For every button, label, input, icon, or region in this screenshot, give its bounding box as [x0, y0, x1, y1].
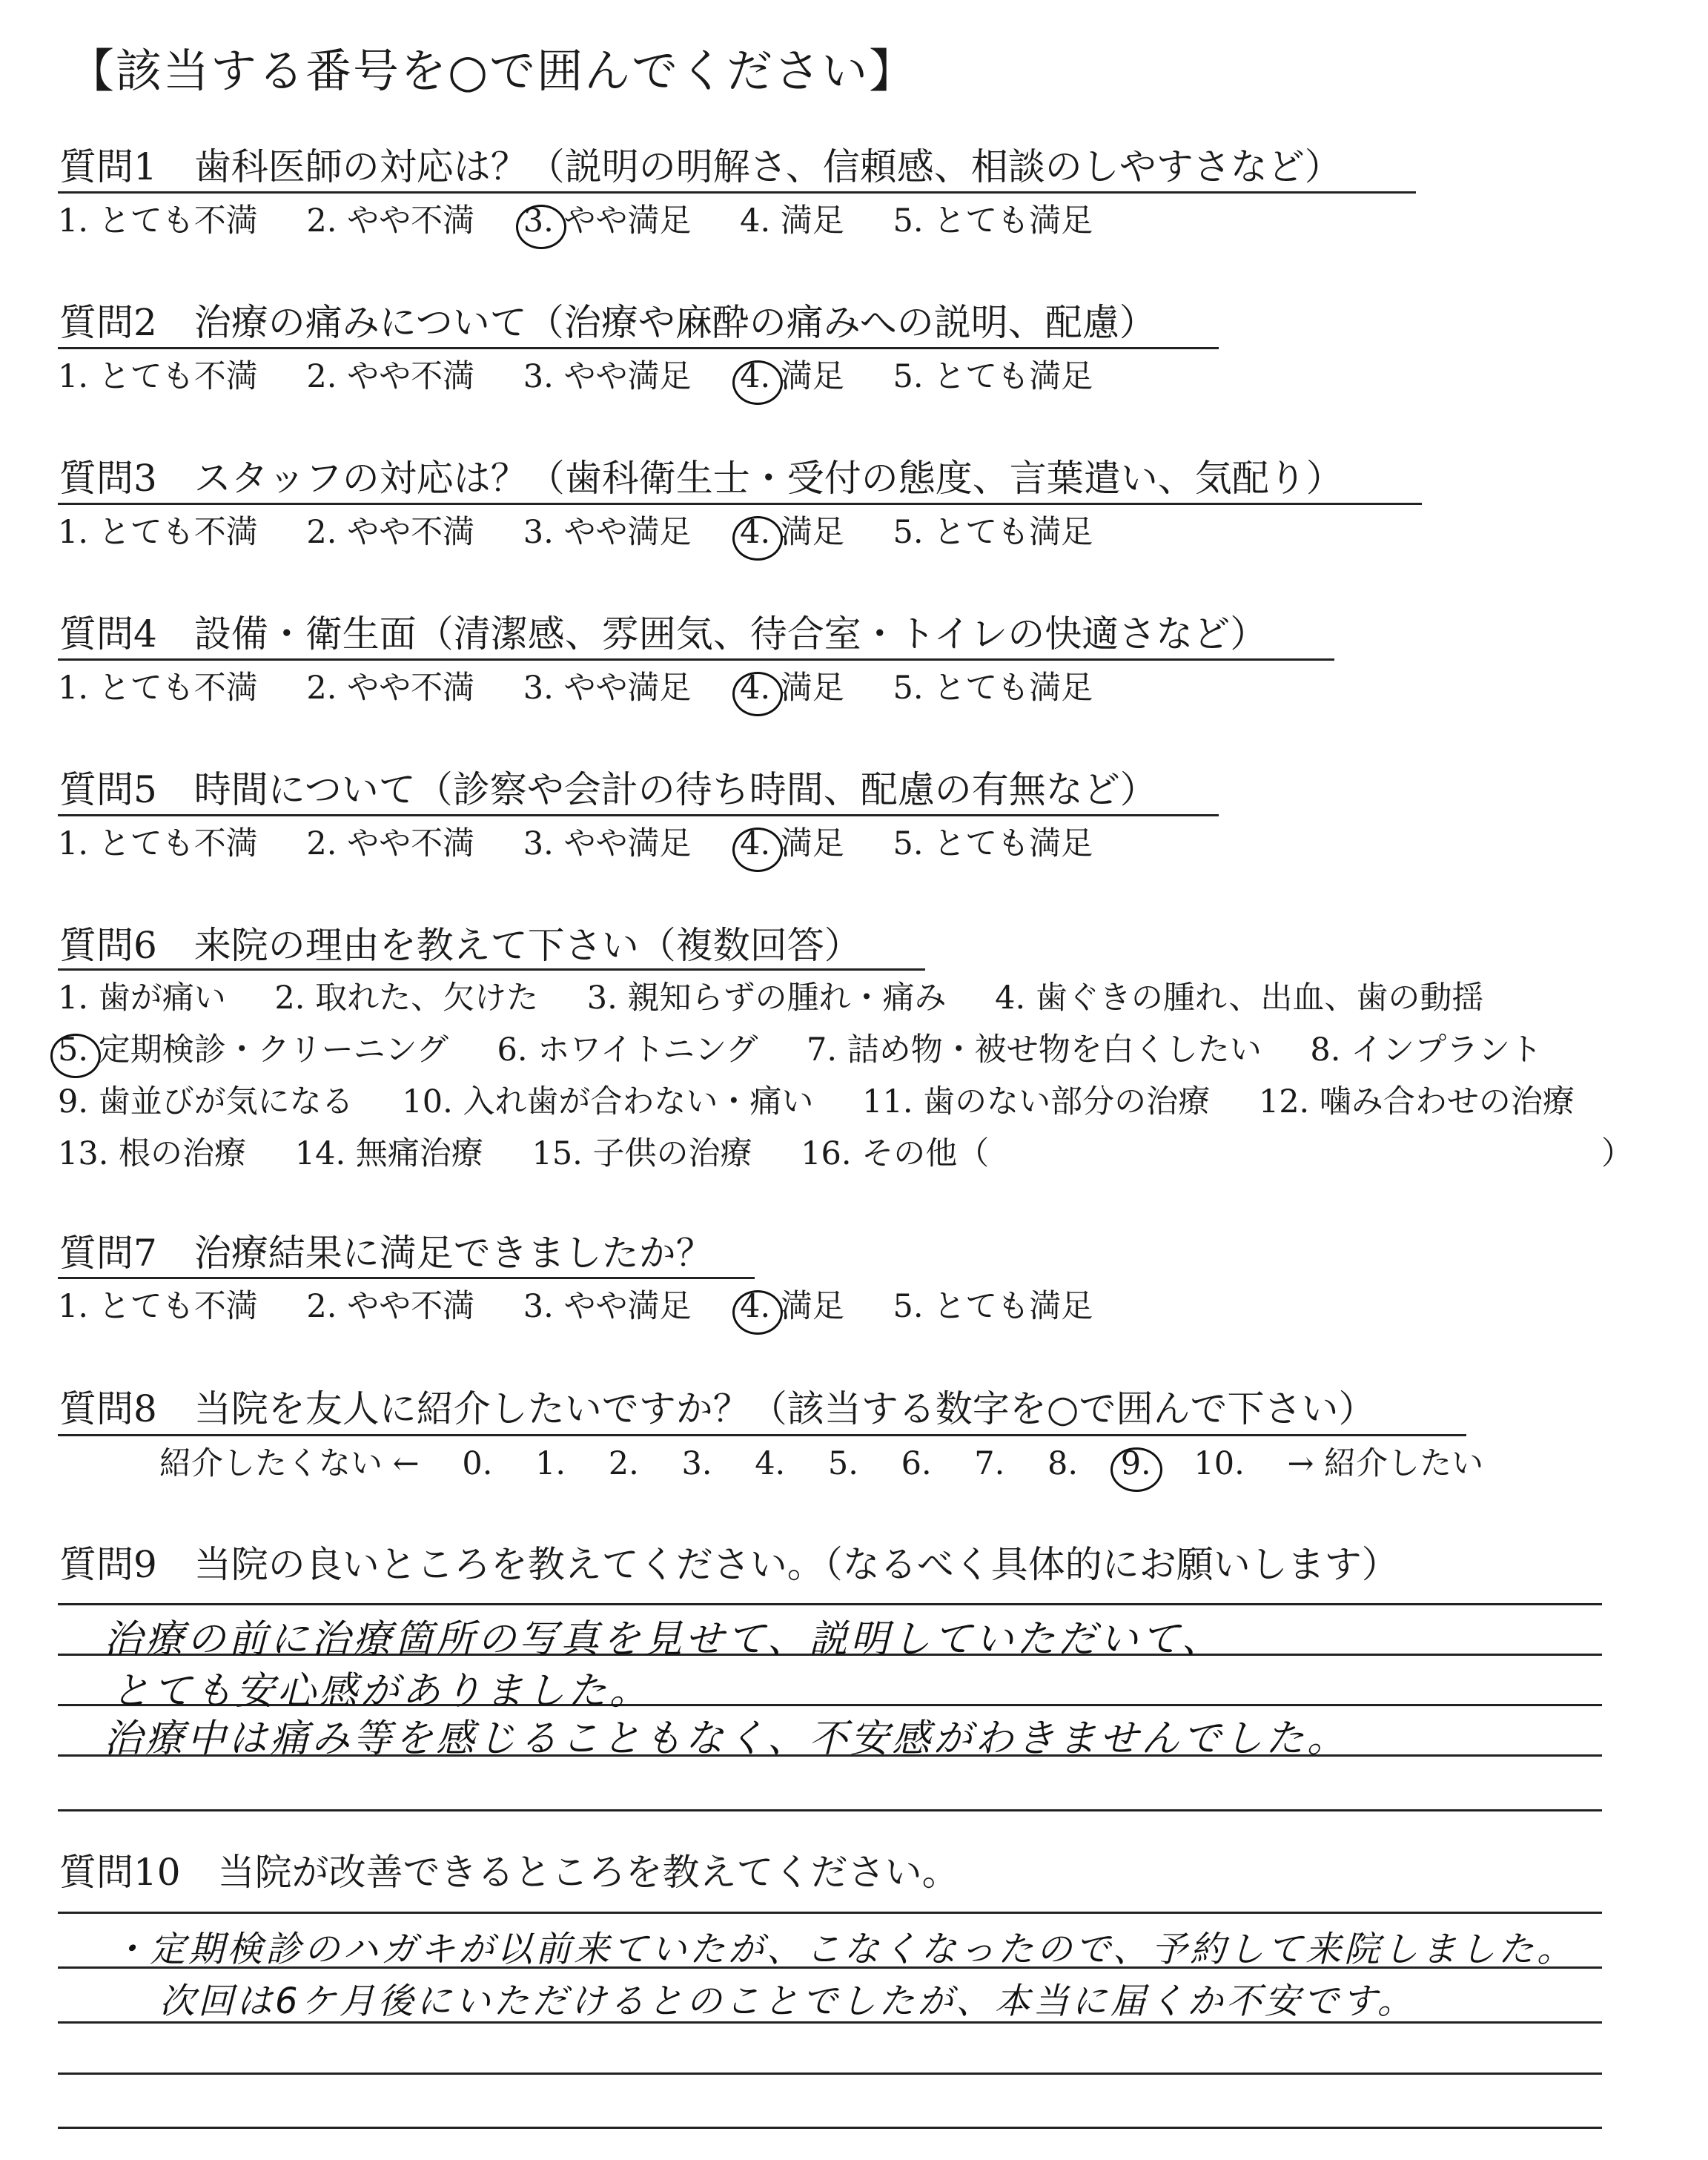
option-1[interactable]: 1. とても不満 — [58, 670, 258, 707]
option-2[interactable]: 2. やや不満 — [306, 825, 475, 862]
question-6-row-1 — [58, 979, 1522, 1019]
answer-line — [58, 1809, 1602, 1811]
question-2-options — [58, 357, 1131, 397]
divider — [58, 658, 1334, 661]
reason-option[interactable]: 4. 歯ぐきの腫れ、出血、歯の動揺 — [995, 980, 1484, 1017]
reason-option[interactable]: 10. 入れ歯が合わない・痛い — [402, 1083, 814, 1120]
recommend-scale — [159, 1444, 1516, 1484]
option-1[interactable]: 1. とても不満 — [58, 1288, 258, 1325]
handwritten-answer-line: 次回は6ケ月後にいただけるとのことでしたが、本当に届くか不安です。 — [159, 1981, 1416, 2022]
scale-option[interactable]: 7. — [974, 1445, 1005, 1482]
question-5-title: 質問5 時間について（診察や会計の待ち時間、配慮の有無など） — [59, 768, 1157, 811]
answer-line — [58, 1603, 1602, 1605]
reason-option[interactable]: 2. 取れた、欠けた — [274, 980, 539, 1017]
scale-option[interactable]: 1. — [535, 1445, 566, 1482]
question-2-title: 質問2 治療の痛みについて（治療や麻酔の痛みへの説明、配慮） — [59, 301, 1156, 344]
scale-option[interactable]: 0. — [462, 1445, 493, 1482]
handwritten-answer-line: 治療の前に治療箇所の写真を見せて、説明していただいて、 — [104, 1617, 1223, 1662]
divider — [58, 503, 1422, 505]
option-4-selected[interactable]: 4. 満足 — [740, 357, 844, 397]
option-2[interactable]: 2. やや不満 — [306, 202, 475, 240]
reason-option[interactable]: 9. 歯並びが気になる — [58, 1083, 354, 1120]
reason-option[interactable]: 15. 子供の治療 — [532, 1135, 752, 1172]
reason-option[interactable]: 1. 歯が痛い — [58, 980, 226, 1017]
option-4[interactable]: 4. 満足 — [740, 202, 844, 240]
option-5[interactable]: 5. とても満足 — [893, 202, 1093, 240]
question-9-title: 質問9 当院の良いところを教えてください。（なるべく具体的にお願いします） — [59, 1543, 1399, 1586]
question-8-title: 質問8 当院を友人に紹介したいですか？（該当する数字を○で囲んで下さい） — [59, 1387, 1376, 1430]
option-1[interactable]: 1. とても不満 — [58, 202, 258, 240]
scale-option[interactable]: 3. — [681, 1445, 712, 1482]
question-3-options — [58, 513, 1131, 553]
option-3[interactable]: 3. やや満足 — [523, 358, 692, 395]
divider — [58, 1434, 1466, 1436]
scale-option[interactable]: 6. — [901, 1445, 932, 1482]
question-1-options — [58, 202, 1131, 242]
option-5[interactable]: 5. とても満足 — [893, 358, 1093, 395]
option-1[interactable]: 1. とても不満 — [58, 514, 258, 551]
option-5[interactable]: 5. とても満足 — [893, 670, 1093, 707]
divider — [58, 814, 1219, 816]
question-6-row-2 — [58, 1031, 1580, 1071]
option-2[interactable]: 2. やや不満 — [306, 670, 475, 707]
question-10-title: 質問10 当院が改善できるところを教えてください。 — [59, 1851, 959, 1894]
handwritten-answer-line: ・定期検診のハガキが以前来ていたが、こなくなったので、予約して来院しました。 — [111, 1929, 1576, 1970]
scale-option[interactable]: 5. — [827, 1445, 858, 1482]
question-4-title: 質問4 設備・衛生面（清潔感、雰囲気、待合室・トイレの快適さなど） — [59, 612, 1268, 655]
option-4-selected[interactable]: 4. 満足 — [740, 825, 844, 865]
reason-option[interactable]: 3. 親知らずの腫れ・痛み — [586, 980, 947, 1017]
divider — [58, 1277, 755, 1279]
option-3[interactable]: 3. やや満足 — [523, 514, 692, 551]
answer-line — [58, 2127, 1602, 2129]
option-3[interactable]: 3. やや満足 — [523, 1288, 692, 1325]
other-close-paren: ） — [1601, 1135, 1633, 1172]
question-7-options — [58, 1287, 1131, 1327]
question-1-title: 質問1 歯科医師の対応は？（説明の明解さ、信頼感、相談のしやすさなど） — [59, 145, 1342, 188]
question-7-title: 質問7 治療結果に満足できましたか？ — [59, 1232, 713, 1275]
answer-line — [58, 2073, 1602, 2075]
question-5-options — [58, 825, 1131, 865]
option-4-selected[interactable]: 4. 満足 — [740, 513, 844, 553]
reason-option[interactable]: 6. ホワイトニング — [497, 1031, 758, 1069]
scale-right-label: → 紹介したい — [1287, 1445, 1484, 1482]
option-1[interactable]: 1. とても不満 — [58, 358, 258, 395]
scale-option[interactable]: 2. — [608, 1445, 639, 1482]
answer-line — [58, 1912, 1602, 1914]
question-6-row-3 — [58, 1083, 1613, 1123]
reason-option[interactable]: 13. 根の治療 — [58, 1135, 247, 1172]
option-3-selected[interactable]: 3. やや満足 — [523, 202, 692, 242]
scale-option[interactable]: 4. — [755, 1445, 786, 1482]
reason-option-other[interactable]: 16. その他（ — [801, 1135, 990, 1172]
reason-option[interactable]: 8. インプラント — [1310, 1031, 1543, 1069]
scale-option[interactable]: 8. — [1047, 1445, 1079, 1482]
question-6-title: 質問6 来院の理由を教えて下さい（複数回答） — [59, 924, 861, 967]
option-5[interactable]: 5. とても満足 — [893, 1288, 1093, 1325]
divider — [58, 191, 1416, 194]
option-3[interactable]: 3. やや満足 — [523, 825, 692, 862]
option-2[interactable]: 2. やや不満 — [306, 1288, 475, 1325]
option-1[interactable]: 1. とても不満 — [58, 825, 258, 862]
scale-option-selected[interactable]: 9. — [1121, 1444, 1151, 1484]
scale-left-label: 紹介したくない ← — [159, 1445, 420, 1482]
option-2[interactable]: 2. やや不満 — [306, 358, 475, 395]
reason-option[interactable]: 11. 歯のない部分の治療 — [862, 1083, 1211, 1120]
question-4-options — [58, 669, 1131, 709]
handwritten-answer-line: とても安心感がありました。 — [111, 1669, 652, 1714]
option-2[interactable]: 2. やや不満 — [306, 514, 475, 551]
option-5[interactable]: 5. とても満足 — [893, 514, 1093, 551]
question-6-row-4 — [58, 1135, 1027, 1175]
option-3[interactable]: 3. やや満足 — [523, 670, 692, 707]
scale-option[interactable]: 10. — [1194, 1445, 1245, 1482]
reason-option[interactable]: 12. 噛み合わせの治療 — [1258, 1083, 1575, 1120]
reason-option[interactable]: 14. 無痛治療 — [294, 1135, 483, 1172]
option-4-selected[interactable]: 4. 満足 — [740, 1287, 844, 1327]
reason-option-selected[interactable]: 5. 定期検診・クリーニング — [58, 1031, 448, 1071]
page-title: 【該当する番号を○で囲んでください】 — [68, 44, 917, 98]
divider — [58, 347, 1219, 349]
question-3-title: 質問3 スタッフの対応は？（歯科衛生士・受付の態度、言葉遣い、気配り） — [59, 457, 1343, 500]
reason-option[interactable]: 7. 詰め物・被せ物を白くしたい — [807, 1031, 1262, 1069]
divider — [58, 968, 925, 971]
handwritten-answer-line: 治療中は痛み等を感じることもなく、不安感がわきませんでした。 — [104, 1717, 1348, 1761]
option-5[interactable]: 5. とても満足 — [893, 825, 1093, 862]
option-4-selected[interactable]: 4. 満足 — [740, 669, 844, 709]
